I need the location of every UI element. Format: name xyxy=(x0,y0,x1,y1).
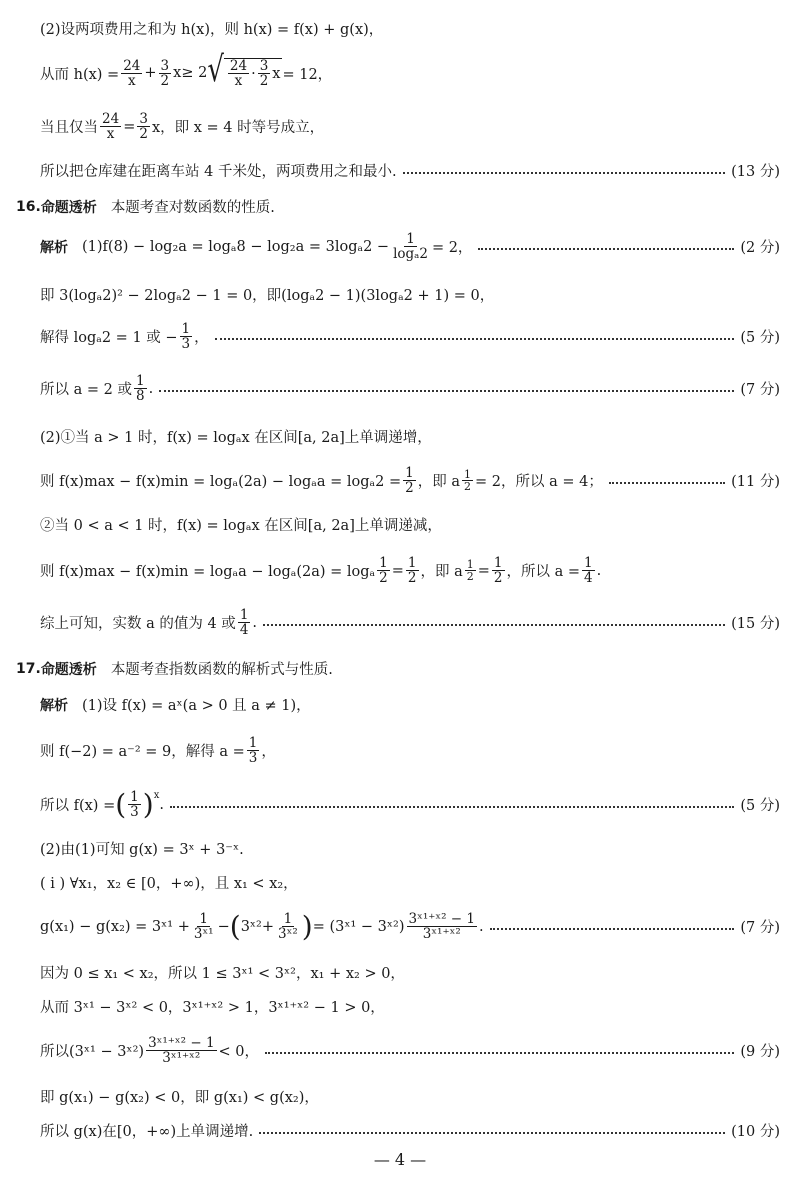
line-text: = 2， xyxy=(431,240,473,257)
variable: x xyxy=(272,65,281,82)
fraction xyxy=(276,912,300,941)
fraction xyxy=(492,556,505,585)
math-expression xyxy=(40,736,276,765)
denominator: 2 xyxy=(407,570,417,587)
solution-line xyxy=(40,1120,780,1141)
term: 3ˣ² xyxy=(240,918,262,935)
question-heading xyxy=(16,196,780,217)
solution-line xyxy=(40,322,780,351)
paren: ( xyxy=(229,909,241,943)
punctuation: . xyxy=(252,614,258,631)
denominator: 2 xyxy=(160,72,170,89)
score-label: (11 分) xyxy=(731,474,780,491)
score-label: (7 分) xyxy=(740,920,780,937)
fraction xyxy=(407,912,477,941)
fraction xyxy=(238,608,251,637)
punctuation: ， xyxy=(261,744,276,761)
question-number: 16. xyxy=(16,198,41,215)
numerator: 3 xyxy=(259,58,269,74)
numerator: 1 xyxy=(135,373,145,389)
solution-line xyxy=(40,909,780,943)
denominator: 2 xyxy=(464,480,471,494)
operator: + xyxy=(144,65,157,82)
denominator: 3ˣ¹ xyxy=(193,926,214,943)
numerator: 1 xyxy=(406,231,415,247)
dot-leader xyxy=(159,390,734,392)
solution-line xyxy=(40,608,780,637)
punctuation: . xyxy=(478,918,484,935)
line-text: 当且仅当 xyxy=(40,120,98,137)
dot-leader xyxy=(259,1132,725,1134)
denominator: 3ˣ¹⁺ˣ² xyxy=(162,1050,201,1067)
fraction xyxy=(121,59,142,88)
score-label: (2 分) xyxy=(740,240,780,257)
question-heading xyxy=(16,658,780,679)
solution-line xyxy=(40,284,780,305)
dot-leader xyxy=(170,806,734,808)
heading-content xyxy=(16,658,333,679)
line-text: 所以 a = 2 或 xyxy=(40,382,132,399)
numerator: 1 xyxy=(405,465,414,481)
line-text: g(x₁) − g(x₂) = 3ˣ¹ + xyxy=(40,918,190,935)
operator: ≥ 2 xyxy=(181,65,208,82)
line-text: = (3ˣ¹ − 3ˣ²) xyxy=(312,918,405,935)
math-expression xyxy=(40,322,209,351)
numerator: 1 xyxy=(130,789,139,805)
operator: − xyxy=(217,918,230,935)
dot-leader xyxy=(263,624,725,626)
denominator: 4 xyxy=(239,622,249,639)
paren: ( xyxy=(115,787,127,821)
dot-leader xyxy=(478,248,734,250)
score-label: (13 分) xyxy=(731,164,780,180)
line-text: x，即 x = 4 时等号成立， xyxy=(151,120,325,137)
numerator: 1 xyxy=(248,735,258,751)
line-text: 从而 3ˣ¹ − 3ˣ² < 0，3ˣ¹⁺ˣ² > 1，3ˣ¹⁺ˣ² − 1 > 0， xyxy=(40,1000,385,1016)
solution-line xyxy=(40,787,780,821)
numerator: 1 xyxy=(464,467,471,481)
question-number: 17. xyxy=(16,660,41,677)
denominator: 3 xyxy=(130,804,139,821)
math-expression xyxy=(40,466,603,495)
denominator: 2 xyxy=(466,570,474,584)
line-text: 解得 logₐ2 = 1 或 − xyxy=(40,330,178,347)
paren: ) xyxy=(301,909,313,943)
fraction xyxy=(159,59,172,88)
solution-line xyxy=(40,736,780,765)
solution-line xyxy=(40,18,780,39)
dot-leader xyxy=(403,172,726,174)
math-expression xyxy=(40,909,484,943)
radical-sign: √ xyxy=(207,49,224,91)
line-text: 本题考查指数函数的解析式与性质. xyxy=(110,662,333,678)
exponent: x xyxy=(153,790,160,801)
fraction xyxy=(403,466,416,495)
denominator: 2 xyxy=(379,570,388,587)
line-text: 从而 h(x) = xyxy=(40,66,120,83)
denominator: 2 xyxy=(405,480,414,497)
numerator: 24 xyxy=(229,58,248,74)
denominator: x xyxy=(234,73,243,90)
line-text: < 0， xyxy=(218,1044,260,1061)
numerator: 1 xyxy=(283,911,293,927)
solution-line xyxy=(40,374,780,403)
line-text: 所以 f(x) = xyxy=(40,798,116,815)
punctuation: . xyxy=(159,796,164,813)
heading-content xyxy=(16,196,275,217)
denominator: x xyxy=(127,72,136,89)
numerator: 1 xyxy=(466,557,474,571)
line-text: ②当 0 < a < 1 时，f(x) = logₐx 在区间[a, 2a]上单调递减， xyxy=(40,518,442,534)
dot-leader xyxy=(215,338,735,340)
denominator: 3ˣ² xyxy=(278,926,298,943)
line-text: 即 3(logₐ2)² − 2logₐ2 − 1 = 0，即(logₐ2 − 1)(3logₐ2 + 1) = 0， xyxy=(40,288,495,304)
line-text: ，所以 a = xyxy=(506,564,581,581)
line-text: (1)f(8) − log₂a = logₐ8 − log₂a = 3logₐ2 − xyxy=(82,238,390,255)
fraction xyxy=(137,112,150,141)
line-text: 综上可知，实数 a 的值为 4 或 xyxy=(40,616,236,633)
solution-line xyxy=(40,996,780,1017)
denominator: 2 xyxy=(493,570,503,587)
dot-leader xyxy=(490,928,735,930)
analysis-label: 命题透析 xyxy=(40,199,97,216)
denominator: 3 xyxy=(248,750,258,767)
numerator: 3ˣ¹⁺ˣ² − 1 xyxy=(408,911,475,927)
solution-line xyxy=(40,112,780,141)
fraction xyxy=(406,556,419,585)
solution-label: 解析 xyxy=(40,697,68,714)
punctuation: . xyxy=(148,380,154,397)
fraction xyxy=(377,556,390,585)
line-text: 即 g(x₁) − g(x₂) < 0，即 g(x₁) < g(x₂)， xyxy=(40,1090,319,1106)
fraction xyxy=(100,112,121,141)
denominator: 4 xyxy=(584,570,593,587)
line-text: ( i ) ∀x₁，x₂ ∈ [0，+∞)，且 x₁ < x₂， xyxy=(40,876,298,892)
line-text: = 2，所以 a = 4； xyxy=(475,474,603,491)
fraction xyxy=(192,912,216,941)
line-text: 则 f(x)max − f(x)min = logₐ(2a) − logₐa = logₐ2 = xyxy=(40,474,402,491)
line-text: (1)设 f(x) = aˣ(a > 0 且 a ≠ 1)， xyxy=(82,698,311,714)
denominator: 2 xyxy=(139,126,148,143)
fraction xyxy=(134,374,147,403)
score-label: (7 分) xyxy=(740,382,780,399)
solution-label: 解析 xyxy=(40,239,68,256)
numerator: 1 xyxy=(239,607,249,623)
numerator: 1 xyxy=(199,911,209,927)
solution-line xyxy=(40,694,780,715)
line-text: (2)设两项费用之和为 h(x)，则 h(x) = f(x) + g(x)， xyxy=(40,22,384,38)
dot-leader xyxy=(609,482,725,484)
dot-leader xyxy=(265,1052,734,1054)
denominator: 3ˣ¹⁺ˣ² xyxy=(422,926,461,943)
exponent-fraction xyxy=(462,469,473,493)
solution-line xyxy=(40,426,780,447)
score-label: (5 分) xyxy=(740,798,780,815)
operator: + xyxy=(261,918,275,935)
numerator: 3 xyxy=(139,111,148,127)
numerator: 1 xyxy=(407,555,417,571)
fraction xyxy=(180,322,193,351)
line-text: 则 f(−2) = a⁻² = 9，解得 a = xyxy=(40,744,245,761)
paren: ) xyxy=(142,787,154,821)
fraction xyxy=(146,1036,216,1065)
numerator: 1 xyxy=(493,555,503,571)
math-expression xyxy=(40,112,324,141)
line-text: 所以(3ˣ¹ − 3ˣ²) xyxy=(40,1044,145,1061)
score-label: (5 分) xyxy=(740,330,780,347)
denominator: logₐ2 xyxy=(393,246,428,263)
denominator: 8 xyxy=(135,388,145,405)
solution-line xyxy=(40,49,780,91)
solution-line xyxy=(40,466,780,495)
math-expression xyxy=(40,556,601,585)
score-label: (9 分) xyxy=(740,1044,780,1061)
exponent-fraction xyxy=(465,559,476,583)
math-expression xyxy=(40,787,164,821)
line-text: ，即 a xyxy=(420,564,463,581)
numerator: 1 xyxy=(584,555,593,571)
solution-line xyxy=(40,160,780,181)
solution-line xyxy=(40,232,780,261)
line-text: (2)由(1)可知 g(x) = 3ˣ + 3⁻ˣ. xyxy=(40,842,244,858)
punctuation: . xyxy=(596,562,602,579)
punctuation: ， xyxy=(194,330,209,347)
line-text: 本题考查对数函数的性质. xyxy=(110,200,275,216)
analysis-label: 命题透析 xyxy=(40,661,97,678)
operator: · xyxy=(251,65,256,82)
line-text: = 12， xyxy=(282,66,333,83)
line-text: (2)①当 a > 1 时，f(x) = logₐx 在区间[a, 2a]上单调递增， xyxy=(40,430,432,446)
score-label: (15 分) xyxy=(731,616,780,633)
numerator: 24 xyxy=(102,111,120,127)
fraction xyxy=(247,736,260,765)
solution-line xyxy=(40,1036,780,1065)
fraction xyxy=(582,556,595,585)
solution-line xyxy=(40,962,780,983)
solution-line xyxy=(40,514,780,535)
square-root xyxy=(207,49,282,91)
numerator: 3ˣ¹⁺ˣ² − 1 xyxy=(148,1035,215,1051)
math-expression xyxy=(40,232,472,261)
math-expression xyxy=(40,49,333,91)
fraction xyxy=(258,59,271,88)
math-expression xyxy=(40,1036,259,1065)
page-number: — 4 — xyxy=(373,1150,427,1169)
fraction xyxy=(128,790,141,819)
variable: x xyxy=(173,65,182,82)
solution-line xyxy=(40,872,780,893)
radicand xyxy=(224,58,283,88)
denominator: x xyxy=(106,126,115,143)
operator: = xyxy=(123,118,136,135)
fraction xyxy=(391,232,430,261)
numerator: 3 xyxy=(160,57,170,74)
solution-line xyxy=(40,1086,780,1107)
denominator: 3 xyxy=(181,336,191,353)
line-text: 则 f(x)max − f(x)min = logₐa − logₐ(2a) = logₐ xyxy=(40,564,376,581)
solution-line xyxy=(40,838,780,859)
operator: = xyxy=(477,562,490,579)
fraction xyxy=(228,59,249,88)
denominator: 2 xyxy=(259,73,269,90)
numerator: 24 xyxy=(123,57,141,74)
line-text: 所以 g(x)在[0，+∞)上单调递增. xyxy=(40,1124,254,1140)
numerator: 1 xyxy=(181,321,191,337)
line-text: 所以把仓库建在距离车站 4 千米处，两项费用之和最小. xyxy=(40,164,397,180)
math-expression xyxy=(40,374,153,403)
line-text: 因为 0 ≤ x₁ < x₂，所以 1 ≤ 3ˣ¹ < 3ˣ²，x₁ + x₂ > 0， xyxy=(40,966,405,982)
line-content xyxy=(40,694,311,715)
score-label: (10 分) xyxy=(731,1124,780,1140)
operator: = xyxy=(391,562,404,579)
line-text: ，即 a xyxy=(417,474,460,491)
solution-line xyxy=(40,556,780,585)
math-expression xyxy=(40,608,257,637)
numerator: 1 xyxy=(379,555,388,571)
